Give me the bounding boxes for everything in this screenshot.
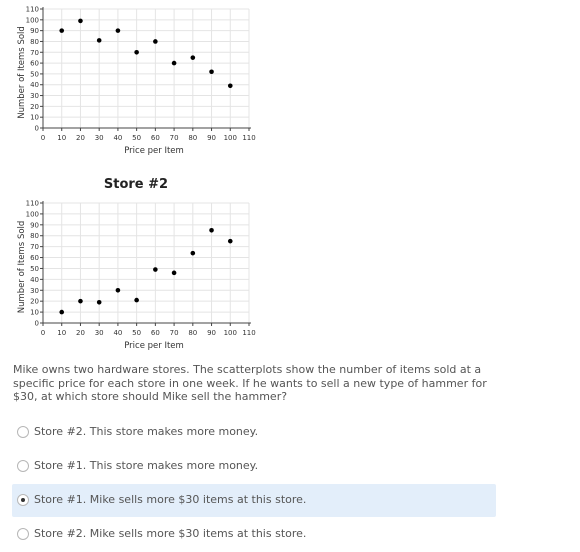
x-tick-label: 10 — [57, 329, 67, 337]
data-point — [78, 299, 83, 304]
y-tick-label: 100 — [25, 210, 39, 219]
data-point — [191, 251, 196, 256]
radio-button[interactable] — [17, 426, 29, 438]
data-point — [134, 50, 139, 55]
data-point — [228, 84, 233, 89]
x-tick-label: 40 — [113, 134, 123, 142]
y-tick-label: 0 — [34, 319, 39, 328]
data-point — [116, 28, 121, 33]
data-point — [97, 300, 102, 305]
y-tick-label: 50 — [30, 264, 39, 273]
y-tick-label: 70 — [30, 48, 39, 57]
y-tick-label: 100 — [25, 16, 39, 25]
y-tick-label: 90 — [30, 27, 39, 36]
data-point — [172, 271, 177, 276]
x-tick-label: 80 — [188, 329, 198, 337]
y-axis-label: Number of Items Sold — [17, 26, 27, 119]
chart-title: Store #2 — [103, 177, 169, 192]
choice-label: Store #2. Mike sells more $30 items at this store. — [34, 527, 307, 540]
choice-label: Store #2. This store makes more money. — [34, 425, 259, 438]
store-2-scatterplot — [0, 175, 580, 355]
x-tick-label: 80 — [188, 134, 198, 142]
x-tick-label: 50 — [132, 134, 142, 142]
answer-choices — [12, 416, 496, 552]
x-tick-label: 100 — [223, 329, 237, 337]
data-point — [59, 28, 64, 33]
radio-button[interactable] — [17, 460, 29, 472]
data-point — [153, 267, 158, 272]
data-point — [209, 69, 214, 74]
data-point — [59, 310, 64, 315]
x-tick-label: 20 — [75, 329, 85, 337]
x-axis-label: Price per Item — [124, 146, 184, 156]
y-tick-label: 30 — [30, 92, 39, 101]
y-tick-label: 60 — [30, 59, 39, 68]
x-tick-label: 0 — [40, 134, 46, 142]
question-text: Mike owns two hardware stores. The scatterplots show the number of items sold at a specific price for each store in one week. If he wants to sell a new type of hammer for $30, at which store should Mike sell the hammer? — [13, 363, 487, 403]
choice-2[interactable] — [12, 450, 496, 483]
x-tick-label: 60 — [150, 134, 160, 142]
y-tick-label: 90 — [30, 221, 39, 230]
y-tick-label: 10 — [30, 308, 39, 317]
radio-dot — [21, 498, 25, 502]
data-point — [228, 239, 233, 244]
y-tick-label: 110 — [25, 5, 39, 14]
choice-label: Store #1. This store makes more money. — [34, 459, 259, 472]
y-tick-label: 30 — [30, 286, 39, 295]
y-tick-label: 70 — [30, 243, 39, 252]
choice-1[interactable] — [12, 416, 496, 449]
x-tick-label: 70 — [169, 134, 179, 142]
choice-3[interactable] — [12, 484, 496, 517]
x-tick-label: 30 — [94, 329, 104, 337]
data-point — [209, 228, 214, 233]
y-tick-label: 40 — [30, 81, 39, 90]
store-1-scatterplot — [0, 0, 580, 160]
y-axis-label: Number of Items Sold — [17, 220, 27, 314]
x-tick-label: 100 — [223, 134, 237, 142]
y-tick-label: 110 — [25, 199, 39, 208]
x-tick-label: 40 — [113, 329, 123, 337]
x-tick-label: 110 — [242, 329, 256, 337]
data-point — [97, 38, 102, 43]
choice-4[interactable] — [12, 518, 496, 551]
y-tick-label: 0 — [34, 124, 39, 133]
y-tick-label: 50 — [30, 70, 39, 79]
data-point — [172, 61, 177, 66]
x-tick-label: 0 — [40, 329, 46, 337]
radio-button[interactable] — [17, 494, 29, 506]
x-tick-label: 110 — [242, 134, 256, 142]
y-tick-label: 40 — [30, 275, 39, 284]
x-tick-label: 30 — [94, 134, 104, 142]
data-point — [116, 288, 121, 293]
x-tick-label: 10 — [57, 134, 67, 142]
y-tick-label: 20 — [30, 102, 39, 111]
radio-button[interactable] — [17, 528, 29, 540]
data-point — [78, 19, 83, 24]
y-tick-label: 60 — [30, 254, 39, 263]
x-tick-label: 20 — [75, 134, 85, 142]
x-tick-label: 60 — [150, 329, 160, 337]
y-tick-label: 10 — [30, 113, 39, 122]
y-tick-label: 80 — [30, 37, 39, 46]
data-point — [134, 298, 139, 303]
x-axis-label: Price per Item — [124, 341, 184, 351]
choice-label: Store #1. Mike sells more $30 items at this store. — [34, 493, 307, 506]
data-point — [191, 55, 196, 60]
x-tick-label: 90 — [207, 329, 217, 337]
store-1-plot-svg — [0, 0, 580, 160]
y-tick-label: 80 — [30, 232, 39, 241]
x-tick-label: 90 — [207, 134, 217, 142]
y-tick-label: 20 — [30, 297, 39, 306]
data-point — [153, 39, 158, 44]
x-tick-label: 50 — [132, 329, 142, 337]
store-2-plot-svg — [0, 175, 580, 355]
x-tick-label: 70 — [169, 329, 179, 337]
